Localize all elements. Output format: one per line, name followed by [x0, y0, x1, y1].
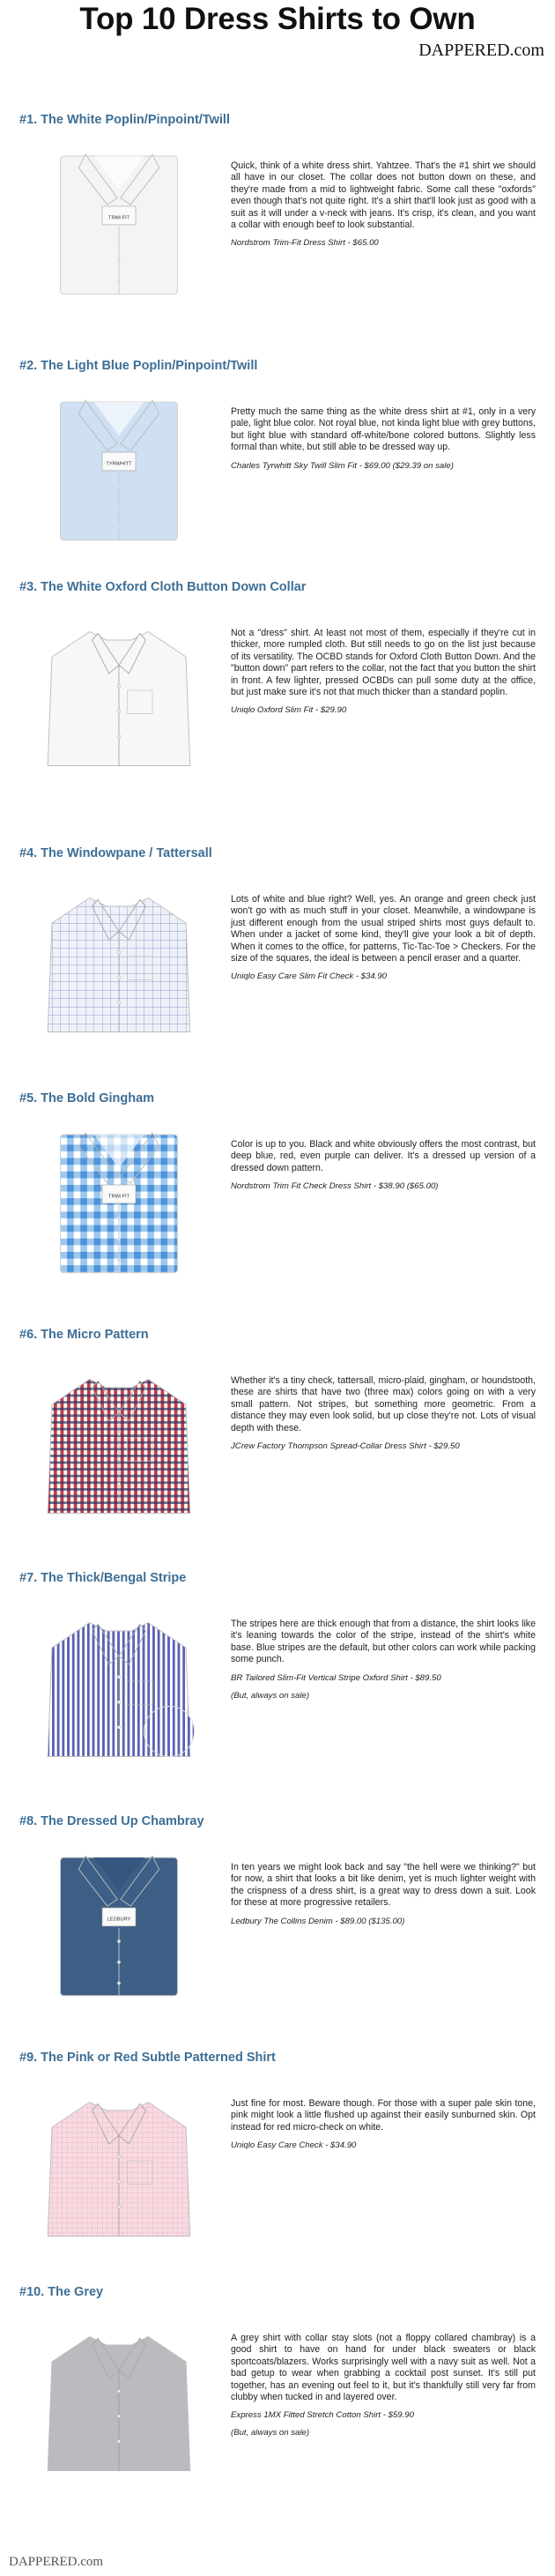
product-caption: Uniqlo Easy Care Slim Fit Check - $34.90 — [231, 972, 388, 982]
svg-text:TYRWHITT: TYRWHITT — [106, 461, 132, 467]
section-body: Color is up to you. Black and white obviously offers the most contrast, but deep blue, red, even purple can deliver. It's a dressed up version of a dressed down pattern. — [231, 1139, 536, 1173]
section-description — [231, 628, 536, 723]
svg-text:TRIM FIT: TRIM FIT — [107, 215, 130, 221]
section-description — [231, 1375, 536, 1459]
section-body: Not a "dress" shirt. At least not most of them, especially if they're cut in thicker, more rumpled cloth. But still needs to go on the list just because of its versatility. The OCBD stands for Oxford Cloth Button Down. And the "button down" part refers to the collar, not the fact that you button the shirt in front. A few lighter, pressed OCBDs can pull some duty at the office, but just make sure it's not that much thicker than a standard poplin. — [231, 628, 536, 698]
section-body: Whether it's a tiny check, tattersall, micro-plaid, gingham, or houndstooth, these are shirts that have two (three max) colors going on with a very small pattern. Not stripes, but something more geometric. From a distance they may even look solid, but up close they're not. Lots of visual depth with these. — [231, 1375, 536, 1433]
section-description — [231, 894, 536, 989]
product-caption: Express 1MX Fitted Stretch Cotton Shirt - $59.90 — [231, 2410, 414, 2421]
svg-text:TRIM FIT: TRIM FIT — [107, 1194, 130, 1200]
section-title: #9. The Pink or Red Subtle Patterned Shirt — [19, 2051, 276, 2065]
product-caption: Uniqlo Oxford Slim Fit - $29.90 — [231, 705, 347, 716]
section-body: The stripes here are thick enough that from a distance, the shirt looks like it's leaning towards the color of the stripe, instead of the shirt's white base. Blue stripes are the default, but other colors can work while packing some punch. — [231, 1619, 536, 1665]
section-title: #5. The Bold Gingham — [19, 1091, 155, 1106]
shirt-image — [26, 1354, 211, 1522]
product-caption-note: (But, always on sale) — [231, 2428, 310, 2438]
shirt-section — [0, 580, 555, 818]
shirt-image — [26, 385, 211, 553]
section-title: #8. The Dressed Up Chambray — [19, 1814, 204, 1828]
section-title: #6. The Micro Pattern — [19, 1328, 149, 1342]
product-caption: Nordstrom Trim-Fit Dress Shirt - $65.00 — [231, 238, 379, 249]
product-caption-note: (But, always on sale) — [231, 1690, 310, 1701]
product-caption: Ledbury The Collins Denim - $89.00 ($135.00) — [231, 1916, 405, 1926]
section-title: #10. The Grey — [19, 2285, 104, 2299]
shirt-section — [0, 2051, 555, 2289]
shirt-image — [26, 139, 211, 307]
section-body: Lots of white and blue right? Well, yes. An orange and green check just won't go with as much stuff in your closet. Meanwhile, a windowpane is just different enough from the usual striped shirts most guys default to. When under a jacket of some kind, they'll give your look a bit of depth. When it comes to the office, for patterns, Tic-Tac-Toe > Checkers. For the size of the squares, the ideal is between a pencil eraser and a quarter. — [231, 894, 536, 964]
section-body: Quick, think of a white dress shirt. Yahtzee. That's the #1 shirt we should all have in our closet. The collar does not button down on these, and they're made from a mid to lightweight fabric. Some call these "oxfords" even though that's not quite right. It's a shirt that'll look just as good with a suit as it will under a v-neck with jeans. It's crisp, it's clean, and you want a collar with enough beef to look substantial. — [231, 160, 536, 231]
shirt-image — [26, 2077, 211, 2245]
section-description — [231, 160, 536, 256]
section-title: #7. The Thick/Bengal Stripe — [19, 1571, 187, 1585]
product-caption: Nordstrom Trim Fit Check Dress Shirt - $38.90 ($65.00) — [231, 1181, 439, 1192]
shirt-section — [0, 846, 555, 1084]
shirt-section — [0, 1091, 555, 1329]
section-title: #2. The Light Blue Poplin/Pinpoint/Twill — [19, 359, 258, 373]
header — [0, 0, 555, 81]
product-caption: BR Tailored Slim-Fit Vertical Stripe Oxford Shirt - $89.50 — [231, 1672, 441, 1683]
section-body: Pretty much the same thing as the white dress shirt at #1, only in a very pale, light blue color. Not royal blue, not kinda light blue with grey buttons, but light blue with standard off-white/bone colored buttons. Slightly less formal than white, but still able to be dressed way up. — [231, 406, 536, 453]
shirt-section — [0, 113, 555, 351]
shirt-image — [26, 2312, 211, 2479]
shirt-image — [26, 1118, 211, 1285]
section-description — [231, 1139, 536, 1199]
section-title: #3. The White Oxford Cloth Button Down Collar — [19, 580, 307, 594]
footer-brand: DAPPERED.com — [9, 2555, 104, 2569]
product-caption: Charles Tyrwhitt Sky Twill Slim Fit - $69.00 ($29.39 on sale) — [231, 460, 454, 471]
shirt-section — [0, 1814, 555, 2052]
section-body: In ten years we might look back and say "the hell were we thinking?" but for now, a shirt that looks a bit like denim, yet is much lighter weight with the crispness of a dress shirt, is a great way to dress down a suit. Look for these at more progressive retailers. — [231, 1862, 536, 1909]
page-title: Top 10 Dress Shirts to Own — [79, 2, 476, 36]
section-description — [231, 406, 536, 479]
section-body: Just fine for most. Beware though. For those with a super pale skin tone, pink might look a little flushed up against their easily sunburned skin. Opt instead for red micro-check on white. — [231, 2098, 536, 2133]
shirt-image — [26, 607, 211, 774]
section-description — [231, 2333, 536, 2446]
section-title: #4. The Windowpane / Tattersall — [19, 846, 212, 860]
shirt-section — [0, 359, 555, 597]
shirt-image — [26, 1841, 211, 2008]
svg-text:LEDBURY: LEDBURY — [107, 1917, 131, 1923]
shirt-section — [0, 1328, 555, 1566]
brand-logo: DAPPERED.com — [418, 41, 544, 60]
section-description — [231, 1619, 536, 1709]
shirt-image — [26, 873, 211, 1040]
section-description — [231, 1862, 536, 1934]
product-caption: JCrew Factory Thompson Spread-Collar Dress Shirt - $29.50 — [231, 1441, 460, 1452]
section-title: #1. The White Poplin/Pinpoint/Twill — [19, 113, 230, 127]
shirt-section — [0, 2285, 555, 2523]
shirt-image — [26, 1597, 211, 1765]
shirt-section — [0, 1571, 555, 1809]
product-caption: Uniqlo Easy Care Check - $34.90 — [231, 2140, 357, 2151]
section-body: A grey shirt with collar stay slots (not a floppy collared chambray) is a good shirt to have on hand for under black sweaters or black sportcoats/blazers. Works surprisingly well with a navy suit as well. Not a bad getup to wear when grabbing a cocktail post sunset. It's still put together, has an evening out feel to it, but it's thankfully still very far from clubby when tucked in and layered over. — [231, 2333, 536, 2403]
section-description — [231, 2098, 536, 2158]
